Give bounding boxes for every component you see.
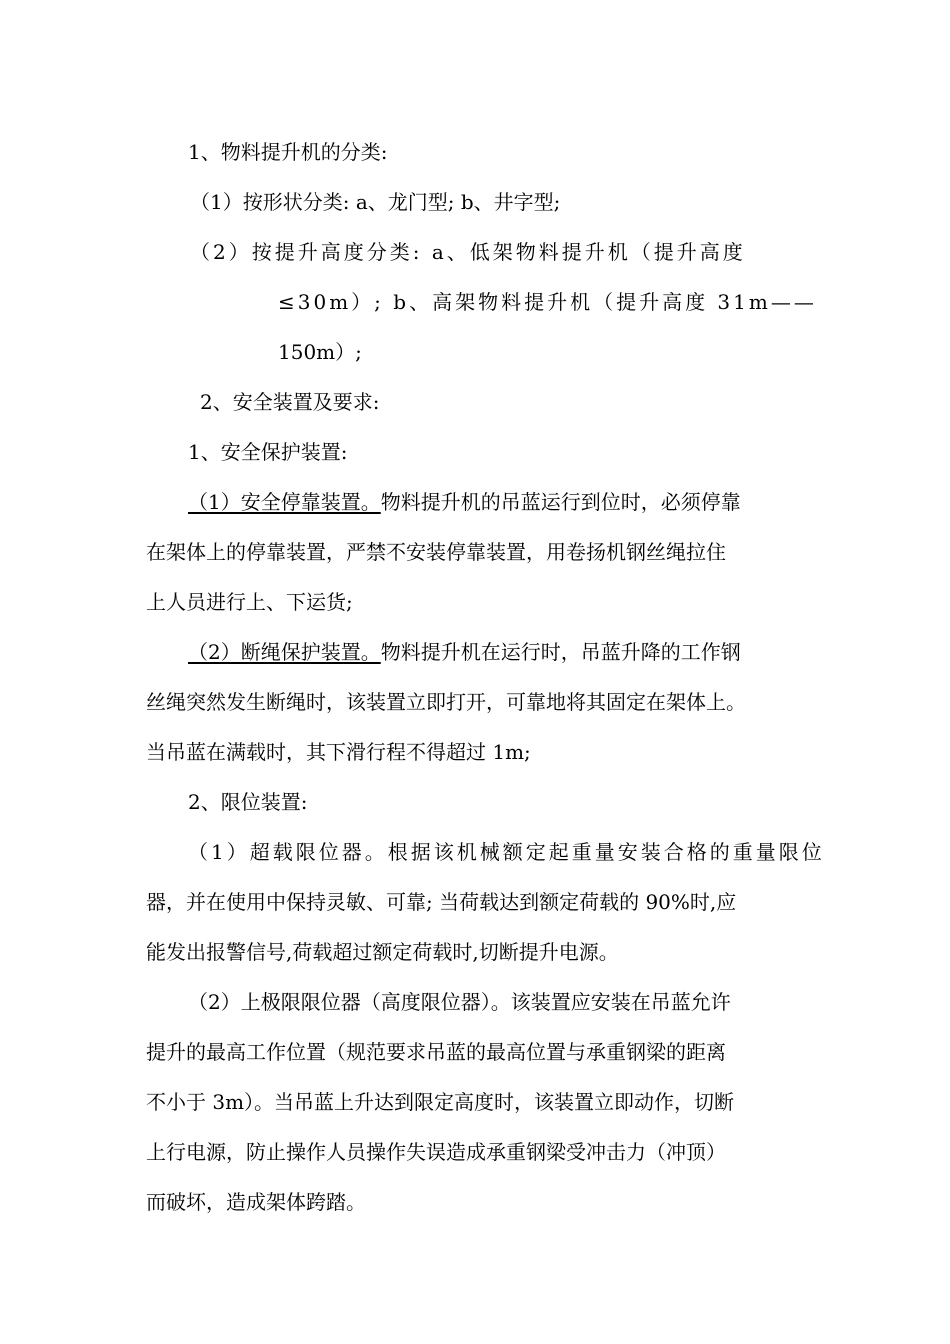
heading-stop-device: （1）安全停靠装置。	[188, 490, 381, 514]
paragraph-line: 器，并在使用中保持灵敏、可靠; 当荷载达到额定荷载的 90%时,应	[146, 890, 737, 914]
paragraph-line: 提升的最高工作位置（规范要求吊蓝的最高位置与承重钢梁的距离	[146, 1040, 726, 1064]
paragraph-line: 当吊蓝在满载时，其下滑行程不得超过 1m;	[146, 740, 531, 764]
paragraph-line: 而破坏，造成架体跨踏。	[146, 1190, 366, 1214]
paragraph-line: 不小于 3m）。当吊蓝上升达到限定高度时，该装置立即动作，切断	[146, 1090, 735, 1114]
list-item-by-shape: （1）按形状分类: a、龙门型; b、井字型;	[190, 190, 561, 214]
paragraph-line: 在架体上的停靠装置，严禁不安装停靠装置，用卷扬机钢丝绳拉住	[146, 540, 726, 564]
paragraph-line: 上人员进行上、下运货;	[146, 590, 353, 614]
paragraph-rope-break-text: 物料提升机在运行时，吊蓝升降的工作钢	[380, 640, 741, 664]
list-item-by-height-cont-2: 150m）;	[278, 340, 362, 364]
paragraph-line: 丝绳突然发生断绳时，该装置立即打开，可靠地将其固定在架体上。	[146, 690, 746, 714]
list-item-by-height-cont-1: ≤30m）; b、高架物料提升机（提升高度 31m——	[278, 290, 817, 314]
paragraph-upper-limiter: （2）上极限限位器（高度限位器）。该装置应安装在吊蓝允许	[188, 990, 731, 1014]
list-item-by-height: （2）按提升高度分类: a、低架物料提升机（提升高度	[190, 240, 746, 264]
subsection-title-limit-devices: 2、限位装置:	[188, 790, 308, 814]
section-title-classification: 1、物料提升机的分类:	[188, 140, 388, 164]
paragraph-line: 能发出报警信号,荷载超过额定荷载时,切断提升电源。	[146, 940, 619, 964]
paragraph-rope-break-device	[188, 640, 741, 664]
section-title-safety-devices: 2、安全装置及要求:	[200, 390, 380, 414]
subsection-title-protection: 1、安全保护装置:	[188, 440, 348, 464]
heading-rope-break-device: （2）断绳保护装置。	[188, 640, 381, 664]
paragraph-stop-device	[188, 490, 741, 514]
paragraph-stop-device-text: 物料提升机的吊蓝运行到位时，必须停靠	[380, 490, 741, 514]
paragraph-line: 上行电源，防止操作人员操作失误造成承重钢梁受冲击力（冲顶）	[146, 1140, 726, 1164]
paragraph-overload-limiter: （1）超载限位器。根据该机械额定起重量安装合格的重量限位	[188, 840, 825, 864]
